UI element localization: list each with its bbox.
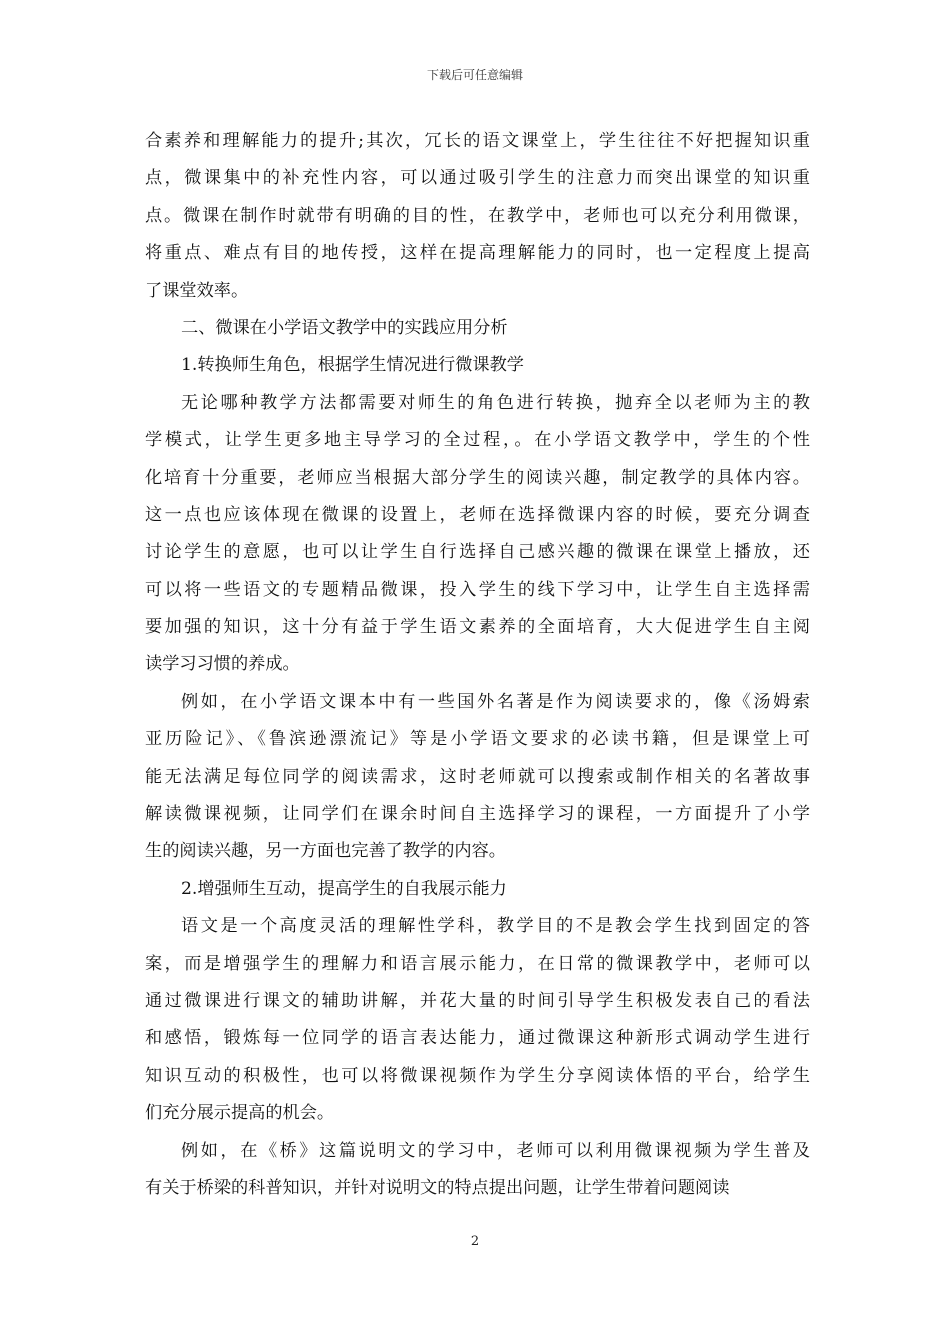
text-line: 讨论学生的意愿，也可以让学生自行选择自己感兴趣的微课在课堂上播放，还 <box>145 542 810 563</box>
text-line: 将重点、难点有目的地传授，这样在提高理解能力的同时，也一定程度上提高 <box>145 243 810 264</box>
text-line: 读学习习惯的养成。 <box>145 654 300 675</box>
text-line: 和感悟，锻炼每一位同学的语言表达能力，通过微课这种新形式调动学生进行 <box>145 1028 810 1049</box>
document-body <box>145 123 810 1207</box>
text-line: 点。微课在制作时就带有明确的目的性，在教学中，老师也可以充分利用微课， <box>145 205 810 226</box>
text-line: 了课堂效率。 <box>145 280 249 301</box>
text-line: 案，而是增强学生的理解力和语言展示能力，在日常的微课教学中，老师可以 <box>145 953 810 974</box>
paragraph <box>145 123 810 310</box>
text-line: 二、微课在小学语文教学中的实践应用分析 <box>181 317 508 338</box>
text-line: 可以将一些语文的专题精品微课，投入学生的线下学习中，让学生自主选择需 <box>145 579 810 600</box>
text-line: 解读微课视频，让同学们在课余时间自主选择学习的课程，一方面提升了小学 <box>145 804 810 825</box>
text-line: 生的阅读兴趣，另一方面也完善了教学的内容。 <box>145 841 506 862</box>
paragraph <box>145 908 810 1132</box>
text-line: 合素养和理解能力的提升;其次，冗长的语文课堂上，学生往往不好把握知识重 <box>145 131 810 151</box>
text-line: 无论哪种教学方法都需要对师生的角色进行转换，抛弃全以老师为主的教 <box>181 392 810 413</box>
text-line: 能无法满足每位同学的阅读需求，这时老师就可以搜索或制作相关的名著故事 <box>145 766 810 787</box>
page-number: 2 <box>470 1234 480 1249</box>
paragraph <box>145 684 810 871</box>
paragraph <box>145 385 810 684</box>
text-line: 2.增强师生互动，提高学生的自我展示能力 <box>181 878 507 899</box>
section-heading <box>145 871 810 908</box>
text-line: 要加强的知识，这十分有益于学生语文素养的全面培育，大大促进学生自主阅 <box>145 617 810 638</box>
text-line: 语文是一个高度灵活的理解性学科，教学目的不是教会学生找到固定的答 <box>181 916 810 937</box>
text-line: 知识互动的积极性，也可以将微课视频作为学生分享阅读体悟的平台，给学生 <box>145 1065 810 1086</box>
page-header: 下载后可任意编辑 <box>426 68 523 82</box>
section-heading <box>145 310 810 347</box>
text-line: 有关于桥梁的科普知识，并针对说明文的特点提出问题，让学生带着问题阅读 <box>145 1177 730 1198</box>
paragraph <box>145 1133 810 1208</box>
text-line: 例如，在小学语文课本中有一些国外名著是作为阅读要求的，像《汤姆索 <box>181 691 810 712</box>
text-line: 学模式，让学生更多地主导学习的全过程，。在小学语文教学中，学生的个性 <box>145 430 810 451</box>
text-line: 1.转换师生角色，根据学生情况进行微课教学 <box>181 355 524 376</box>
text-line: 化培育十分重要，老师应当根据大部分学生的阅读兴趣，制定教学的具体内容。 <box>145 467 810 488</box>
text-line: 例如，在《桥》这篇说明文的学习中，老师可以利用微课视频为学生普及 <box>181 1140 810 1161</box>
text-line: 这一点也应该体现在微课的设置上，老师在选择微课内容的时候，要充分调查 <box>145 504 810 525</box>
section-heading <box>145 347 810 384</box>
text-line: 通过微课进行课文的辅助讲解，并花大量的时间引导学生积极发表自己的看法 <box>145 990 810 1011</box>
text-line: 亚历险记》、《鲁滨逊漂流记》等是小学语文要求的必读书籍，但是课堂上可 <box>145 729 810 750</box>
text-line: 点，微课集中的补充性内容，可以通过吸引学生的注意力而突出课堂的知识重 <box>145 168 810 189</box>
text-line: 们充分展示提高的机会。 <box>145 1103 335 1124</box>
